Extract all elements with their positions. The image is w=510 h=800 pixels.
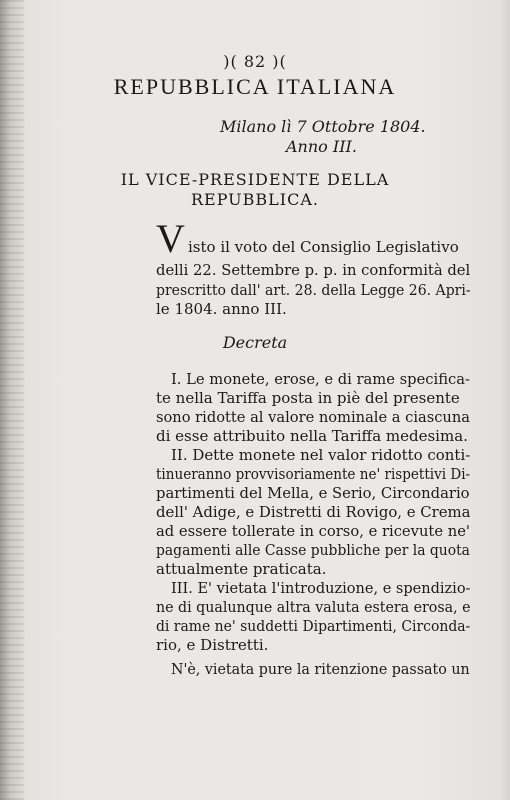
article-3-line: di rame ne' suddetti Dipartimenti, Circonda- bbox=[156, 617, 471, 635]
article-1-line: te nella Tariffa posta in piè del presente bbox=[156, 389, 460, 407]
article-1-line: di esse attribuito nella Tariffa medesima. bbox=[156, 427, 468, 445]
article-2-line: pagamenti alle Casse pubbliche per la quota bbox=[156, 541, 470, 559]
preamble-line: delli 22. Settembre p. p. in conformità del bbox=[156, 261, 471, 279]
article-3-line: III. E' vietata l'introduzione, e spendizio- bbox=[171, 579, 471, 597]
preamble-line: isto il voto del Consiglio Legislativo bbox=[188, 238, 459, 256]
article-2-line: tinueranno provvisoriamente ne' rispettivi Di- bbox=[156, 465, 471, 483]
article-3-line: ne di qualunque altra valuta estera erosa, e bbox=[156, 598, 471, 616]
article-2-line: II. Dette monete nel valor ridotto conti- bbox=[171, 446, 471, 464]
article-2-line: partimenti del Mella, e Serio, Circondario bbox=[156, 484, 470, 502]
article-2-line: attualmente praticata. bbox=[156, 560, 327, 578]
article-2-line: dell' Adige, e Distretti di Rovigo, e Crema bbox=[156, 503, 471, 521]
office-title-line1: IL VICE-PRESIDENTE DELLA bbox=[120, 170, 390, 189]
decreta-heading: Decreta bbox=[222, 333, 288, 352]
preamble-line: prescritto dall' art. 28. della Legge 26. Apri- bbox=[156, 281, 471, 299]
page-folio: )( 82 )( bbox=[223, 52, 287, 71]
year-line: Anno III. bbox=[286, 137, 357, 156]
article-1-line: sono ridotte al valore nominale a ciascuna bbox=[156, 408, 470, 426]
article-2-line: ad essere tollerate in corso, e ricevute ne' bbox=[156, 522, 470, 540]
heading-republic: REPUBBLICA ITALIANA bbox=[113, 74, 397, 99]
continuation-line: N'è, vietata pure la ritenzione passato un bbox=[171, 660, 470, 678]
article-3-line: rio, e Distretti. bbox=[156, 636, 269, 654]
drop-cap: V bbox=[156, 216, 185, 261]
preamble-line: le 1804. anno III. bbox=[156, 300, 287, 318]
office-title-line2: REPUBBLICA. bbox=[190, 190, 320, 209]
dateline: Milano lì 7 Ottobre 1804. bbox=[220, 117, 426, 136]
article-1-line: I. Le monete, erose, e di rame specifica- bbox=[171, 370, 470, 388]
